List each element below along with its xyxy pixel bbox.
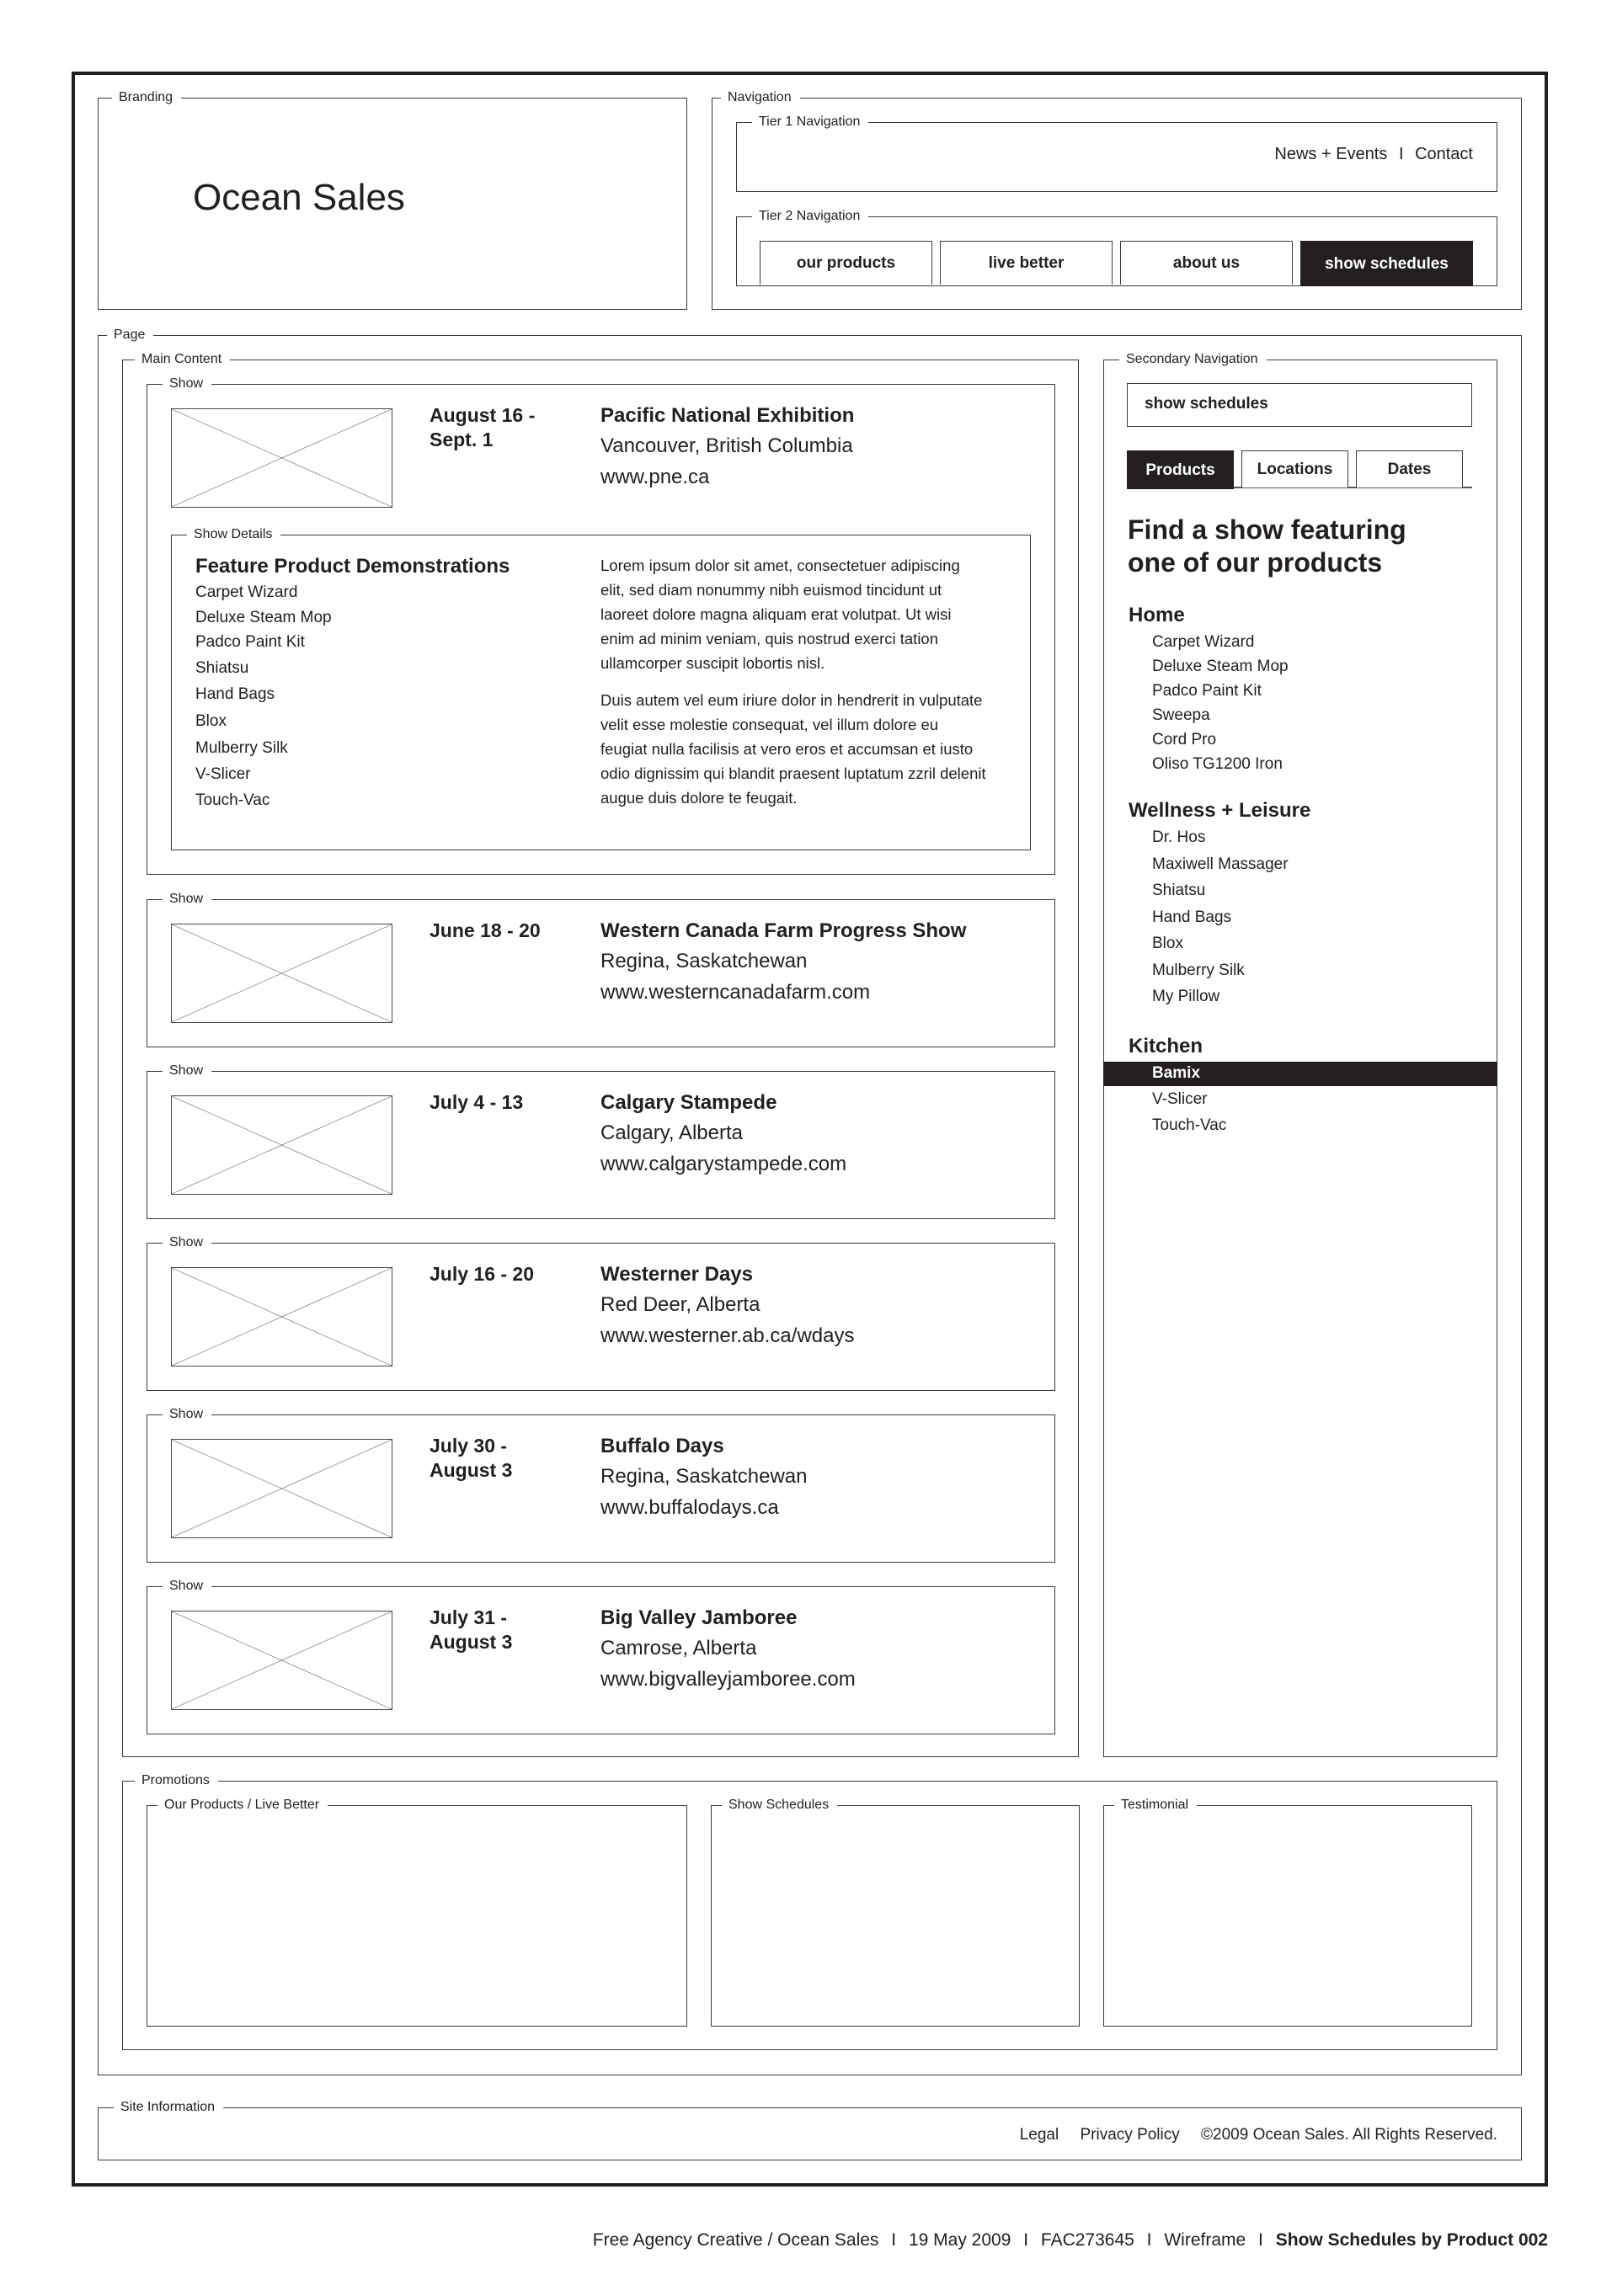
details-text-line: velit esse molestie consequat, vel illum dolore eu <box>600 716 939 733</box>
show-url[interactable]: www.buffalodays.ca <box>600 1496 779 1519</box>
footer-separator: I <box>1258 2230 1263 2250</box>
navigation-legend: Navigation <box>721 89 800 106</box>
show-location: Regina, Saskatchewan <box>600 1465 808 1488</box>
show-image-placeholder <box>171 1611 392 1710</box>
show-image-placeholder <box>171 408 392 508</box>
category-heading: Kitchen <box>1129 1035 1203 1057</box>
show-date-line1: July 16 - 20 <box>430 1263 535 1285</box>
show-date <box>430 919 541 943</box>
show-date-line2: August 3 <box>430 1459 513 1481</box>
show-location: Red Deer, Alberta <box>600 1293 760 1316</box>
secondary-navigation-legend: Secondary Navigation <box>1119 351 1267 368</box>
tier1-legend: Tier 1 Navigation <box>752 114 868 131</box>
product-item-selected[interactable]: Bamix <box>1152 1064 1201 1082</box>
details-text-line: odio dignissim qui blandit praesent luptatum zzril delenit <box>600 764 986 782</box>
tab-about-us[interactable]: about us <box>1120 241 1293 285</box>
show-name: Westerner Days <box>600 1263 753 1286</box>
footer-date: 19 May 2009 <box>908 2230 1011 2250</box>
secondary-heading <box>1128 514 1406 579</box>
details-paragraph <box>600 688 1022 810</box>
document-footer <box>593 2229 1548 2251</box>
promo-testimonial <box>1103 1798 1472 2027</box>
news-events-link[interactable]: News + Events <box>1274 145 1388 163</box>
detail-product: Padco Paint Kit <box>195 633 305 651</box>
tab-show-schedules[interactable]: show schedules <box>1300 241 1473 286</box>
show-name: Western Canada Farm Progress Show <box>600 919 967 942</box>
show-location: Vancouver, British Columbia <box>600 434 853 457</box>
details-text-line: ullamcorper suscipit lobortis nisl. <box>600 654 825 672</box>
footer-separator: I <box>1023 2230 1029 2250</box>
category-heading: Home <box>1129 604 1185 626</box>
promo-show-schedules <box>711 1798 1080 2027</box>
show-image-placeholder <box>171 1267 392 1366</box>
footer-separator: I <box>891 2230 897 2250</box>
show-legend: Show <box>163 891 211 908</box>
detail-product: Carpet Wizard <box>195 583 298 601</box>
section-title-text: show schedules <box>1145 395 1268 413</box>
show-image-placeholder <box>171 1095 392 1195</box>
tier1-links <box>1274 143 1473 165</box>
promo-legend: Show Schedules <box>722 1797 837 1814</box>
show-legend: Show <box>163 1578 211 1595</box>
promo-legend: Our Products / Live Better <box>157 1797 328 1814</box>
show-date-line1: July 4 - 13 <box>430 1091 524 1113</box>
page-legend: Page <box>107 327 153 344</box>
branding-legend: Branding <box>112 89 181 106</box>
tab-our-products[interactable]: our products <box>760 241 932 285</box>
details-text-line: Lorem ipsum dolor sit amet, consectetuer adipiscing <box>600 557 960 574</box>
main-content-legend: Main Content <box>135 351 230 368</box>
detail-product: Mulberry Silk <box>195 739 288 757</box>
show-name: Pacific National Exhibition <box>600 404 855 427</box>
show-date-line2: Sept. 1 <box>430 429 494 450</box>
link-separator: I <box>1398 145 1404 163</box>
promo-our-products <box>147 1798 687 2027</box>
promo-legend: Testimonial <box>1114 1797 1197 1814</box>
detail-product: Blox <box>195 712 227 730</box>
details-text-line: laoreet dolore magna aliquam erat volutpat. Ut wisi <box>600 605 952 623</box>
show-url[interactable]: www.pne.ca <box>600 466 710 488</box>
secondary-heading-line2: one of our products <box>1128 547 1383 578</box>
tab-locations[interactable]: Locations <box>1241 450 1348 487</box>
show-date-line1: July 31 - <box>430 1606 508 1628</box>
show-name: Calgary Stampede <box>600 1091 777 1114</box>
product-item[interactable]: Carpet Wizard <box>1152 633 1255 651</box>
details-paragraph <box>600 553 1022 675</box>
product-item[interactable]: Oliso TG1200 Iron <box>1152 755 1283 773</box>
product-item[interactable]: Dr. Hos <box>1152 828 1206 846</box>
show-url[interactable]: www.bigvalleyjamboree.com <box>600 1668 856 1691</box>
product-item[interactable]: Deluxe Steam Mop <box>1152 658 1289 675</box>
product-item[interactable]: Maxiwell Massager <box>1152 855 1289 873</box>
site-information <box>98 2100 1522 2160</box>
show-url[interactable]: www.calgarystampede.com <box>600 1153 847 1175</box>
site-footer-links <box>1020 2125 1497 2145</box>
details-text-line: Duis autem vel eum iriure dolor in hendrerit in vulputate <box>600 691 983 709</box>
product-item[interactable]: Touch-Vac <box>1152 1116 1227 1134</box>
secondary-section-title <box>1127 383 1472 427</box>
category-heading: Wellness + Leisure <box>1129 799 1311 822</box>
show-date-line1: July 30 - <box>430 1435 508 1457</box>
details-text-line: enim ad minim veniam, quis nostrud exerci tation <box>600 630 939 647</box>
show-url[interactable]: www.westerncanadafarm.com <box>600 981 871 1004</box>
details-text-line: elit, sed diam nonummy nibh euismod tincidunt ut <box>600 581 942 599</box>
tab-products[interactable]: Products <box>1127 450 1234 489</box>
show-date-line2: August 3 <box>430 1631 513 1653</box>
detail-product: V-Slicer <box>195 765 251 783</box>
contact-link[interactable]: Contact <box>1415 145 1473 163</box>
product-item[interactable]: Blox <box>1152 935 1183 952</box>
detail-product: Touch-Vac <box>195 791 270 809</box>
show-location: Camrose, Alberta <box>600 1637 757 1659</box>
product-item[interactable]: My Pillow <box>1152 988 1220 1005</box>
show-legend: Show <box>163 1063 211 1079</box>
show-name: Buffalo Days <box>600 1435 724 1457</box>
legal-link[interactable]: Legal <box>1019 2126 1059 2144</box>
show-details-legend: Show Details <box>187 526 280 543</box>
copyright: ©2009 Ocean Sales. All Rights Reserved. <box>1201 2126 1497 2144</box>
show-date <box>430 1434 512 1483</box>
show-image-placeholder <box>171 924 392 1023</box>
product-item[interactable]: Sweepa <box>1152 706 1210 724</box>
show-legend: Show <box>163 1406 211 1423</box>
footer-doc-type: Wireframe <box>1164 2230 1246 2250</box>
secondary-heading-line1: Find a show featuring <box>1128 514 1406 545</box>
tier2-legend: Tier 2 Navigation <box>752 208 868 225</box>
show-details-heading: Feature Product Demonstrations <box>195 555 510 578</box>
detail-product: Hand Bags <box>195 685 275 703</box>
tab-dates[interactable]: Dates <box>1356 450 1463 487</box>
branding-region <box>98 90 687 310</box>
site-information-legend: Site Information <box>114 2099 223 2116</box>
show-date <box>430 1606 512 1654</box>
tier1-navigation <box>736 115 1497 192</box>
tab-live-better[interactable]: live better <box>940 241 1113 285</box>
show-location: Calgary, Alberta <box>600 1121 743 1144</box>
show-location: Regina, Saskatchewan <box>600 950 808 972</box>
footer-agency: Free Agency Creative / Ocean Sales <box>592 2230 879 2250</box>
show-url[interactable]: www.westerner.ab.ca/wdays <box>600 1324 855 1347</box>
promotions-legend: Promotions <box>135 1772 218 1789</box>
footer-separator: I <box>1146 2230 1152 2250</box>
show-date-line1: August 16 - <box>430 404 536 426</box>
product-item[interactable]: Cord Pro <box>1152 731 1217 748</box>
product-item[interactable]: Mulberry Silk <box>1152 961 1245 979</box>
show-legend: Show <box>163 376 211 392</box>
detail-product: Deluxe Steam Mop <box>195 609 332 626</box>
show-date <box>430 1090 523 1115</box>
product-item[interactable]: Padco Paint Kit <box>1152 682 1262 700</box>
product-item[interactable]: Shiatsu <box>1152 882 1206 899</box>
footer-job-number: FAC273645 <box>1040 2230 1134 2250</box>
details-text-line: augue duis dolore te feugait. <box>600 789 798 807</box>
show-image-placeholder <box>171 1439 392 1538</box>
privacy-policy-link[interactable]: Privacy Policy <box>1080 2126 1180 2144</box>
logo[interactable]: Ocean Sales <box>193 177 405 218</box>
detail-product: Shiatsu <box>195 659 249 677</box>
footer-doc-title: Show Schedules by Product 002 <box>1275 2230 1548 2250</box>
product-item[interactable]: Hand Bags <box>1152 908 1232 926</box>
product-item[interactable]: V-Slicer <box>1152 1090 1208 1108</box>
details-text-line: feugiat nulla facilisis at vero eros et accumsan et iusto <box>600 740 974 758</box>
show-date <box>430 1262 534 1287</box>
show-date <box>430 403 535 452</box>
show-name: Big Valley Jamboree <box>600 1606 798 1629</box>
show-date-line1: June 18 - 20 <box>430 919 541 941</box>
show-legend: Show <box>163 1234 211 1251</box>
